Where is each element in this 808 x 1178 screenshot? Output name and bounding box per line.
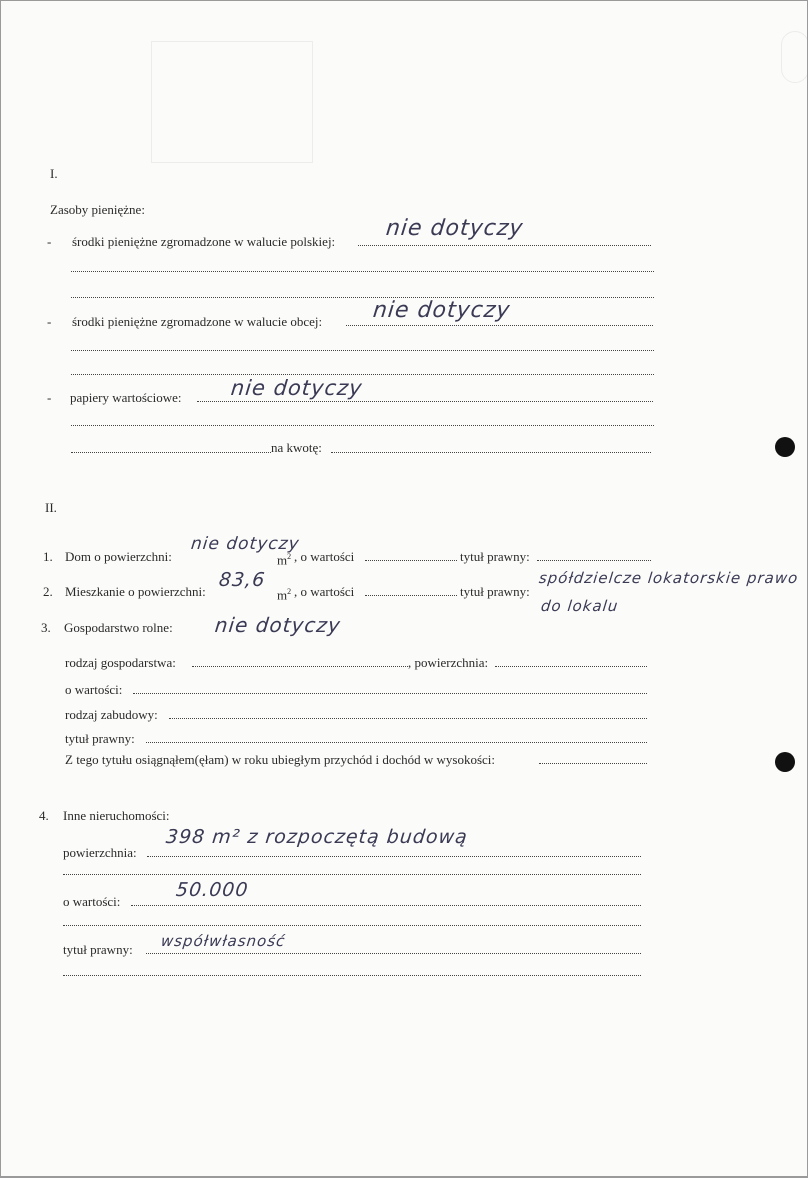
- flat-label: Mieszkanie o powierzchni:: [65, 584, 206, 599]
- other-title-value: współwłasność: [160, 932, 287, 950]
- dotted-line: [146, 742, 647, 743]
- farm-income-label: Z tego tytułu osiągnąłem(ęłam) w roku ubiegłym przychód i dochód w wysokości:: [65, 752, 495, 767]
- dotted-line: [331, 452, 651, 453]
- dotted-line: [346, 325, 653, 326]
- farm-value: nie dotyczy: [213, 613, 343, 637]
- document-page: [1, 1, 807, 1176]
- dotted-line: [495, 666, 647, 667]
- dotted-line: [71, 271, 654, 272]
- other-worth-value: 50.000: [174, 879, 250, 901]
- dotted-line: [146, 953, 641, 954]
- section-1-numeral: I.: [50, 166, 58, 181]
- house-unit: $m^2$: [277, 552, 292, 568]
- farm-label: Gospodarstwo rolne:: [64, 620, 173, 635]
- farm-area-label: , powierzchnia:: [408, 655, 489, 670]
- dotted-line: [71, 297, 654, 298]
- foreign-currency-value: nie dotyczy: [371, 298, 512, 323]
- foreign-currency-label: środki pieniężne zgromadzone w walucie obcej:: [72, 314, 323, 329]
- bullet-dash: -: [47, 234, 52, 249]
- polish-currency-label: środki pieniężne zgromadzone w walucie polskiej:: [72, 234, 336, 249]
- dotted-line: [133, 693, 647, 694]
- flat-title-value: spółdzielcze lokatorskie prawo: [538, 569, 800, 587]
- dotted-line: [358, 245, 651, 246]
- securities-label: papiery wartościowe:: [70, 390, 182, 405]
- dotted-line: [365, 595, 457, 596]
- polish-currency-value: nie dotyczy: [384, 216, 525, 241]
- flat-value-label: , o wartości: [294, 584, 355, 599]
- other-title-label: tytuł prawny:: [63, 942, 133, 957]
- house-title-label: tytuł prawny:: [460, 549, 530, 564]
- farm-number: 3.: [41, 620, 51, 635]
- dotted-line: [71, 425, 654, 426]
- dotted-line: [63, 975, 641, 976]
- farm-worth-label: o wartości:: [65, 682, 123, 697]
- amount-label: na kwotę:: [271, 440, 322, 455]
- flat-title-label: tytuł prawny:: [460, 584, 530, 599]
- bullet-dash: -: [47, 314, 52, 329]
- bleed-through-stamp: [151, 41, 313, 163]
- dotted-line: [63, 925, 641, 926]
- house-number: 1.: [43, 549, 53, 564]
- securities-value: nie dotyczy: [229, 376, 364, 400]
- other-worth-label: o wartości:: [63, 894, 121, 909]
- dotted-line: [147, 856, 641, 857]
- house-value-label: , o wartości: [294, 549, 355, 564]
- dotted-line: [192, 666, 408, 667]
- flat-number: 2.: [43, 584, 53, 599]
- binder-hole: [781, 31, 807, 83]
- dotted-line: [539, 763, 647, 764]
- flat-unit: $m^2$: [277, 587, 292, 603]
- cash-heading: Zasoby pieniężne:: [50, 202, 145, 217]
- dotted-line: [197, 401, 653, 402]
- other-number: 4.: [39, 808, 49, 823]
- punch-hole: [775, 437, 795, 457]
- other-area-value: 398 m² z rozpoczętą budową: [164, 826, 469, 848]
- flat-area-value: 83,6: [217, 569, 267, 591]
- dotted-line: [537, 560, 651, 561]
- dotted-line: [169, 718, 647, 719]
- dotted-line: [63, 874, 641, 875]
- other-area-label: powierzchnia:: [63, 845, 137, 860]
- dotted-line: [365, 560, 457, 561]
- bullet-dash: -: [47, 390, 52, 405]
- flat-title-value-cont: do lokalu: [540, 597, 620, 615]
- farm-type-label: rodzaj gospodarstwa:: [65, 655, 176, 670]
- dotted-line: [131, 905, 641, 906]
- house-area-value: nie dotyczy: [189, 534, 301, 554]
- farm-building-label: rodzaj zabudowy:: [65, 707, 158, 722]
- punch-hole: [775, 752, 795, 772]
- house-label: Dom o powierzchni:: [65, 549, 172, 564]
- section-2-numeral: II.: [45, 500, 57, 515]
- dotted-line: [71, 350, 654, 351]
- dotted-line: [71, 374, 654, 375]
- farm-title-label: tytuł prawny:: [65, 731, 135, 746]
- dotted-line: [71, 452, 271, 453]
- other-label: Inne nieruchomości:: [63, 808, 170, 823]
